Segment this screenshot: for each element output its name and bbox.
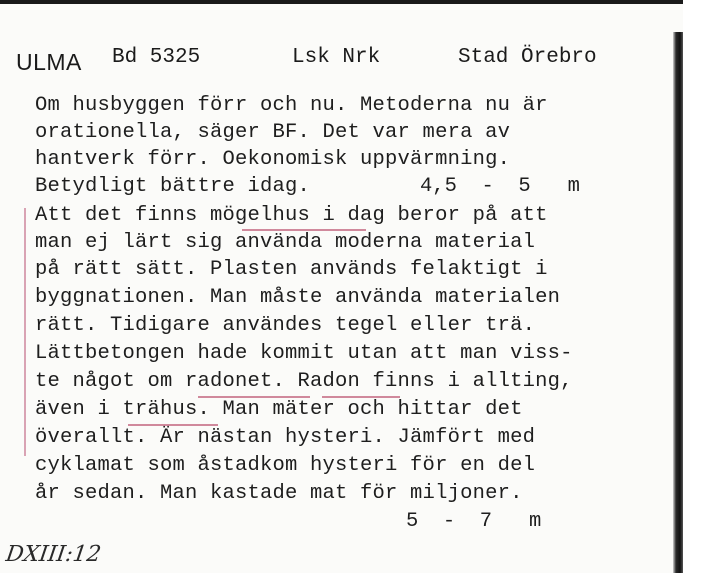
highlight-underline: [128, 424, 218, 426]
landskap-field: Lsk Nrk: [292, 46, 381, 69]
text-line: år sedan. Man kastade mat för miljoner.: [35, 482, 523, 505]
text-line: Om husbyggen förr och nu. Metoderna nu är: [35, 94, 548, 117]
text-line: orationella, säger BF. Det var mera av: [35, 121, 511, 144]
text-line: te något om radonet. Radon finns i allting,: [35, 370, 573, 393]
highlight-underline: [198, 396, 310, 398]
text-line: cyklamat som åstadkom hysteri för en del: [35, 454, 536, 477]
text-line: man ej lärt sig använda moderna material: [35, 231, 536, 254]
place-field: Stad Örebro: [458, 46, 597, 69]
card-right-edge: [673, 32, 683, 573]
time-mark: 4,5 - 5 m: [420, 175, 580, 198]
highlight-underline: [322, 396, 400, 398]
text-line: Betydligt bättre idag.: [35, 175, 311, 198]
text-line: överallt. Är nästan hysteri. Jämfört med: [35, 426, 536, 449]
text-line: rätt. Tidigare användes tegel eller trä.: [35, 314, 536, 337]
card-top-edge: [0, 0, 710, 4]
text-line: Att det finns mögelhus i dag beror på att: [35, 204, 548, 227]
scan-margin: [683, 0, 710, 573]
highlight-underline: [242, 229, 366, 231]
time-mark: 5 - 7 m: [406, 510, 542, 533]
text-line: Lättbetongen hade kommit utan att man viss-: [35, 342, 573, 365]
text-line: på rätt sätt. Plasten används felaktigt i: [35, 258, 548, 281]
text-line: även i trähus. Man mäter och hittar det: [35, 398, 523, 421]
text-line: byggnationen. Man måste använda materialen: [35, 286, 561, 309]
record-number: Bd 5325: [112, 46, 201, 69]
handwritten-code: DXIII:12: [4, 542, 103, 567]
archive-code: ULMA: [16, 49, 82, 75]
margin-mark: [24, 208, 26, 456]
text-line: hantverk förr. Oekonomisk uppvärmning.: [35, 148, 511, 171]
